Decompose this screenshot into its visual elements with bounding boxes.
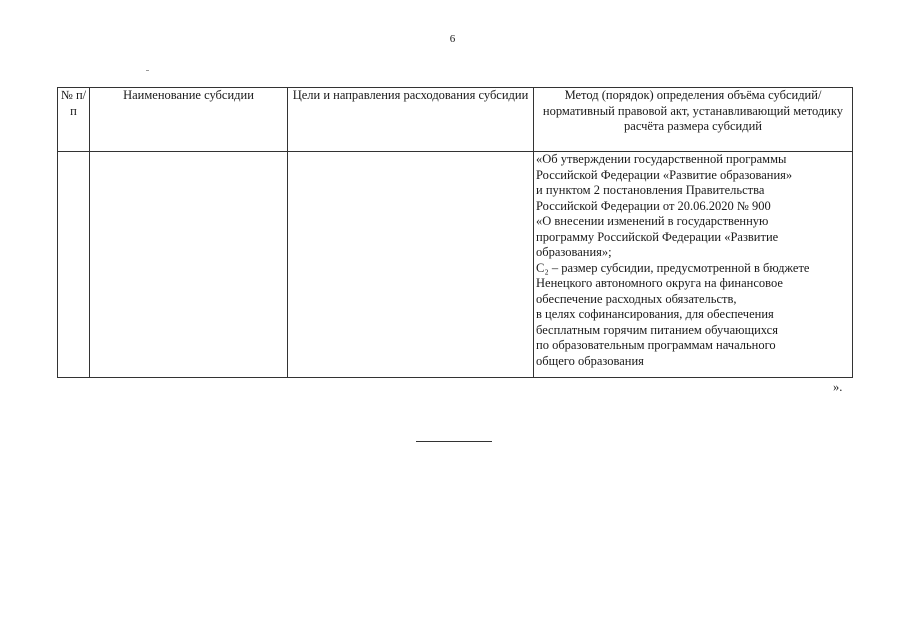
method-line: обеспечение расходных обязательств, bbox=[536, 291, 737, 306]
method-line: общего образования bbox=[536, 353, 644, 368]
method-line: Российской Федерации от 20.06.2020 № 900 bbox=[536, 198, 771, 213]
closing-quote: ». bbox=[833, 380, 843, 394]
method-line: бесплатным горячим питанием обучающихся bbox=[536, 322, 778, 337]
page-number: 6 bbox=[449, 33, 456, 45]
method-line: Российской Федерации «Развитие образования» bbox=[536, 167, 793, 182]
method-line: образования»; bbox=[536, 245, 612, 259]
header-number: № п/п bbox=[58, 88, 90, 152]
cell-goals bbox=[288, 152, 534, 378]
method-line: в целях софинансирования, для обеспечения bbox=[536, 307, 774, 321]
method-line: по образовательным программам начального bbox=[536, 338, 776, 352]
footer-rule bbox=[416, 441, 492, 442]
method-line: С₂ – размер субсидии, предусмотренной в бюджете bbox=[536, 260, 810, 275]
table-row bbox=[58, 152, 853, 378]
header-goals: Цели и направления расходования субсидии bbox=[288, 88, 534, 152]
cell-number bbox=[58, 152, 90, 378]
header-subsidy-name: Наименование субсидии bbox=[90, 88, 288, 152]
subsidy-table bbox=[57, 87, 853, 378]
method-line: Ненецкого автономного округа на финансовое bbox=[536, 276, 783, 290]
method-line: «О внесении изменений в государственную bbox=[536, 214, 769, 228]
table-header-row bbox=[58, 88, 853, 152]
cell-method bbox=[534, 152, 853, 378]
method-line: программу Российской Федерации «Развитие bbox=[536, 229, 779, 244]
method-line: и пунктом 2 постановления Правительства bbox=[536, 183, 765, 197]
header-method: Метод (порядок) определения объёма субсидий/нормативный правовой акт, устанавливающий методику расчёта размера субсидий bbox=[534, 88, 853, 152]
scan-mark bbox=[146, 70, 149, 71]
method-line: «Об утверждении государственной программы bbox=[536, 152, 787, 166]
cell-subsidy-name bbox=[90, 152, 288, 378]
